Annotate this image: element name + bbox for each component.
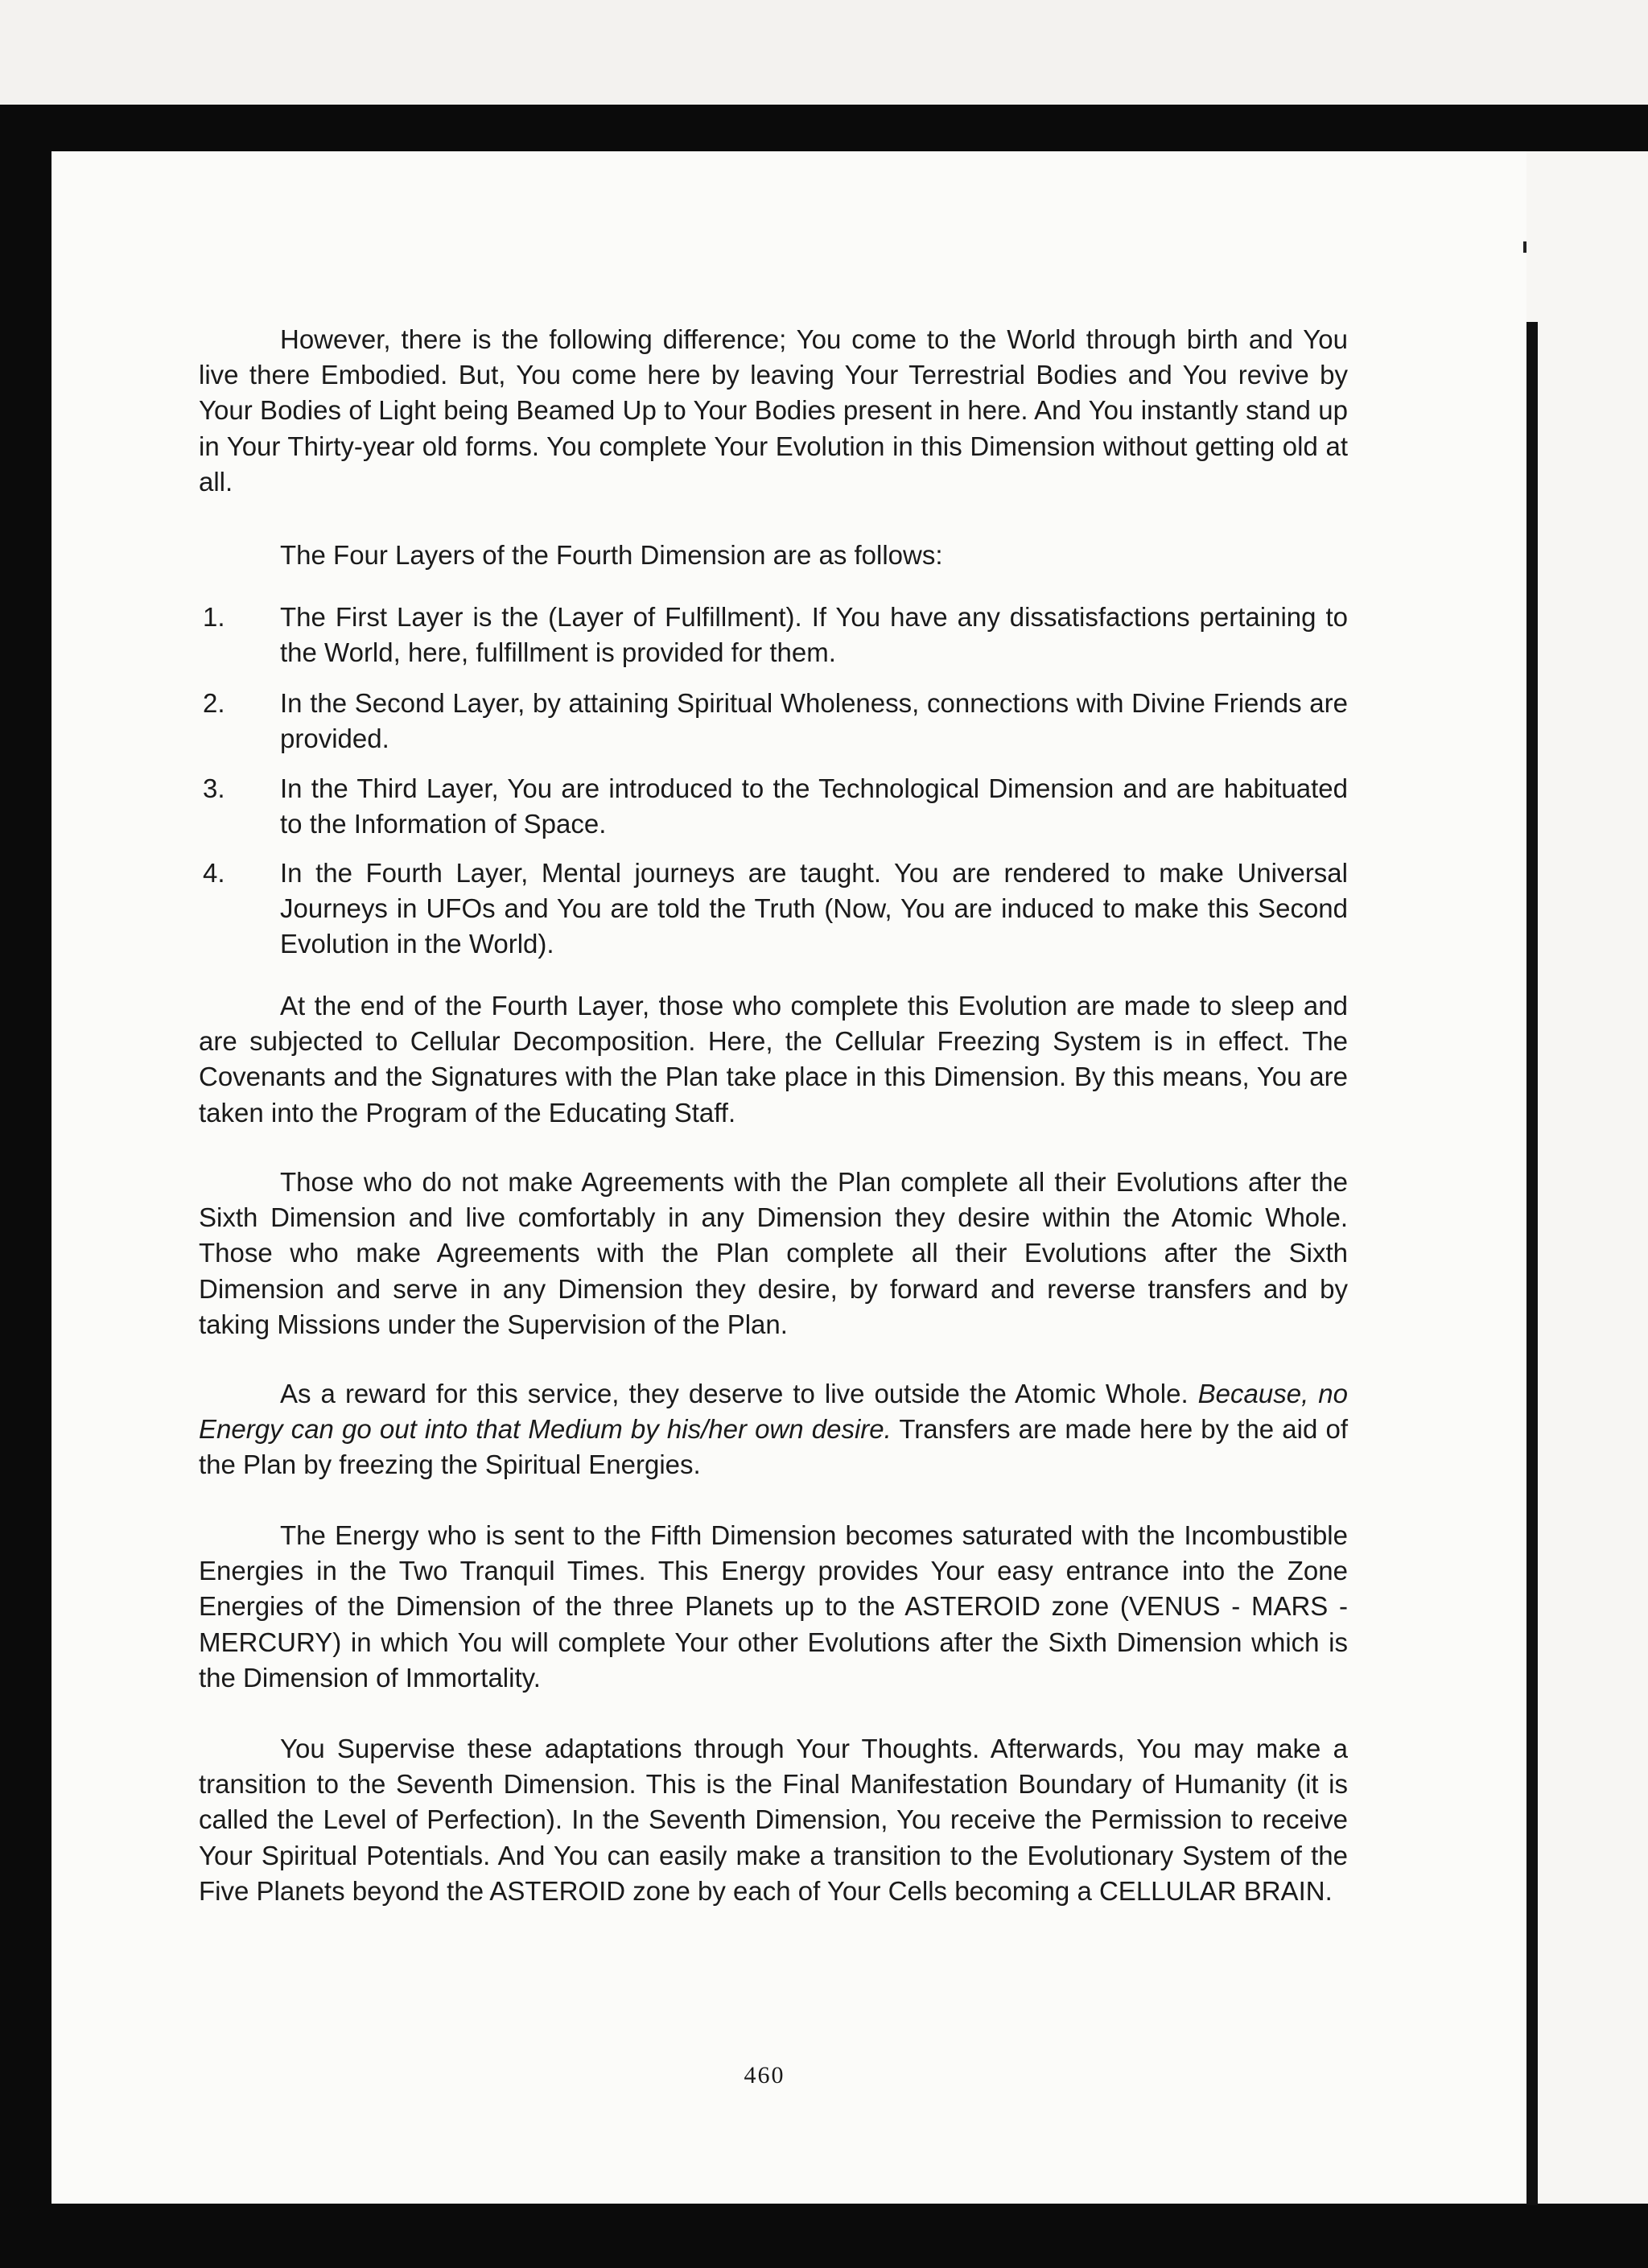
scan-right-margin	[1538, 151, 1648, 2204]
scan-top-margin	[0, 0, 1648, 105]
paragraph-four-layers-intro: The Four Layers of the Fourth Dimension are as follows:	[280, 540, 943, 570]
list-item-number: 3.	[203, 773, 225, 803]
list-item-number: 1.	[203, 602, 225, 632]
paragraph-difference: However, there is the following difference; You come to the World through birth and You live there Embodied. But, You come here by leaving Your Terrestrial Bodies and You revive by Your Bodies of Light being Beamed Up to Your Bodies present in here. And You instantly stand up in Your Thirty-year old forms. You complete Your Evolution in this Dimension without getting old at all.	[199, 324, 1348, 497]
paragraph-fifth-dimension: The Energy who is sent to the Fifth Dimension becomes saturated with the Incombustible Energies in the Two Tranquil Times. This Energy provides Your easy entrance into the Zone Energies of the Dimension of the three Planets up to the ASTEROID zone (VENUS - MARS - MERCURY) in which You will complete Your other Evolutions after the Sixth Dimension which is the Dimension of Immortality.	[199, 1520, 1348, 1693]
scan-speck	[1523, 241, 1526, 253]
list-item-number: 4.	[203, 858, 225, 888]
reward-sentence: As a reward for this service, they deserve to live outside the Atomic Whole.	[280, 1379, 1198, 1408]
paragraph-end-of-fourth-layer: At the end of the Fourth Layer, those who complete this Evolution are made to sleep and are subjected to Cellular Decomposition. Here, the Cellular Freezing System is in effect. The Covenants and the Signatures with the Plan take place in this Dimension. By this means, You are taken into the Program of the Educating Staff.	[199, 991, 1348, 1128]
list-item-number: 2.	[203, 688, 225, 718]
list-item-second-layer: In the Second Layer, by attaining Spiritual Wholeness, connections with Divine Friends are provided.	[280, 688, 1348, 754]
scan-frame-right-edge	[1526, 322, 1538, 2205]
page-number: 460	[744, 2062, 785, 2089]
paragraph-seventh-dimension: You Supervise these adaptations through Your Thoughts. Afterwards, You may make a transition to the Seventh Dimension. This is the Final Manifestation Boundary of Humanity (it is called the Level of Perfection). In the Seventh Dimension, You receive the Permission to receive Your Spiritual Potentials. And You can easily make a transition to the Evolutionary System of the Five Planets beyond the ASTEROID zone by each of Your Cells becoming a CELLULAR BRAIN.	[199, 1734, 1348, 1906]
transfers-sentence: Transfers are made here by the aid of the Plan by freezing the Spiritual Energies.	[199, 1414, 1348, 1480]
scan-frame-bottom	[0, 2204, 1648, 2268]
list-item-first-layer: The First Layer is the (Layer of Fulfillment). If You have any dissatisfactions pertaining to the World, here, fulfillment is provided for them.	[280, 602, 1348, 668]
scan-frame-left	[0, 105, 52, 2268]
scan-frame-top	[0, 105, 1648, 151]
paragraph-agreements: Those who do not make Agreements with the Plan complete all their Evolutions after the Sixth Dimension and live comfortably in any Dimension they desire within the Atomic Whole. Those who make Agreements with the Plan complete all their Evolutions after the Sixth Dimension and serve in any Dimension they desire, by forward and reverse transfers and by taking Missions under the Supervision of the Plan.	[199, 1167, 1348, 1339]
list-item-third-layer: In the Third Layer, You are introduced to the Technological Dimension and are habituated to the Information of Space.	[280, 773, 1348, 839]
paragraph-reward	[199, 1376, 1348, 1483]
list-item-fourth-layer: In the Fourth Layer, Mental journeys are taught. You are rendered to make Universal Journeys in UFOs and You are told the Truth (Now, You are induced to make this Second Evolution in the World).	[280, 858, 1348, 959]
italic-sentence: Because, no Energy can go out into that Medium by his/her own desire.	[199, 1379, 1348, 1445]
